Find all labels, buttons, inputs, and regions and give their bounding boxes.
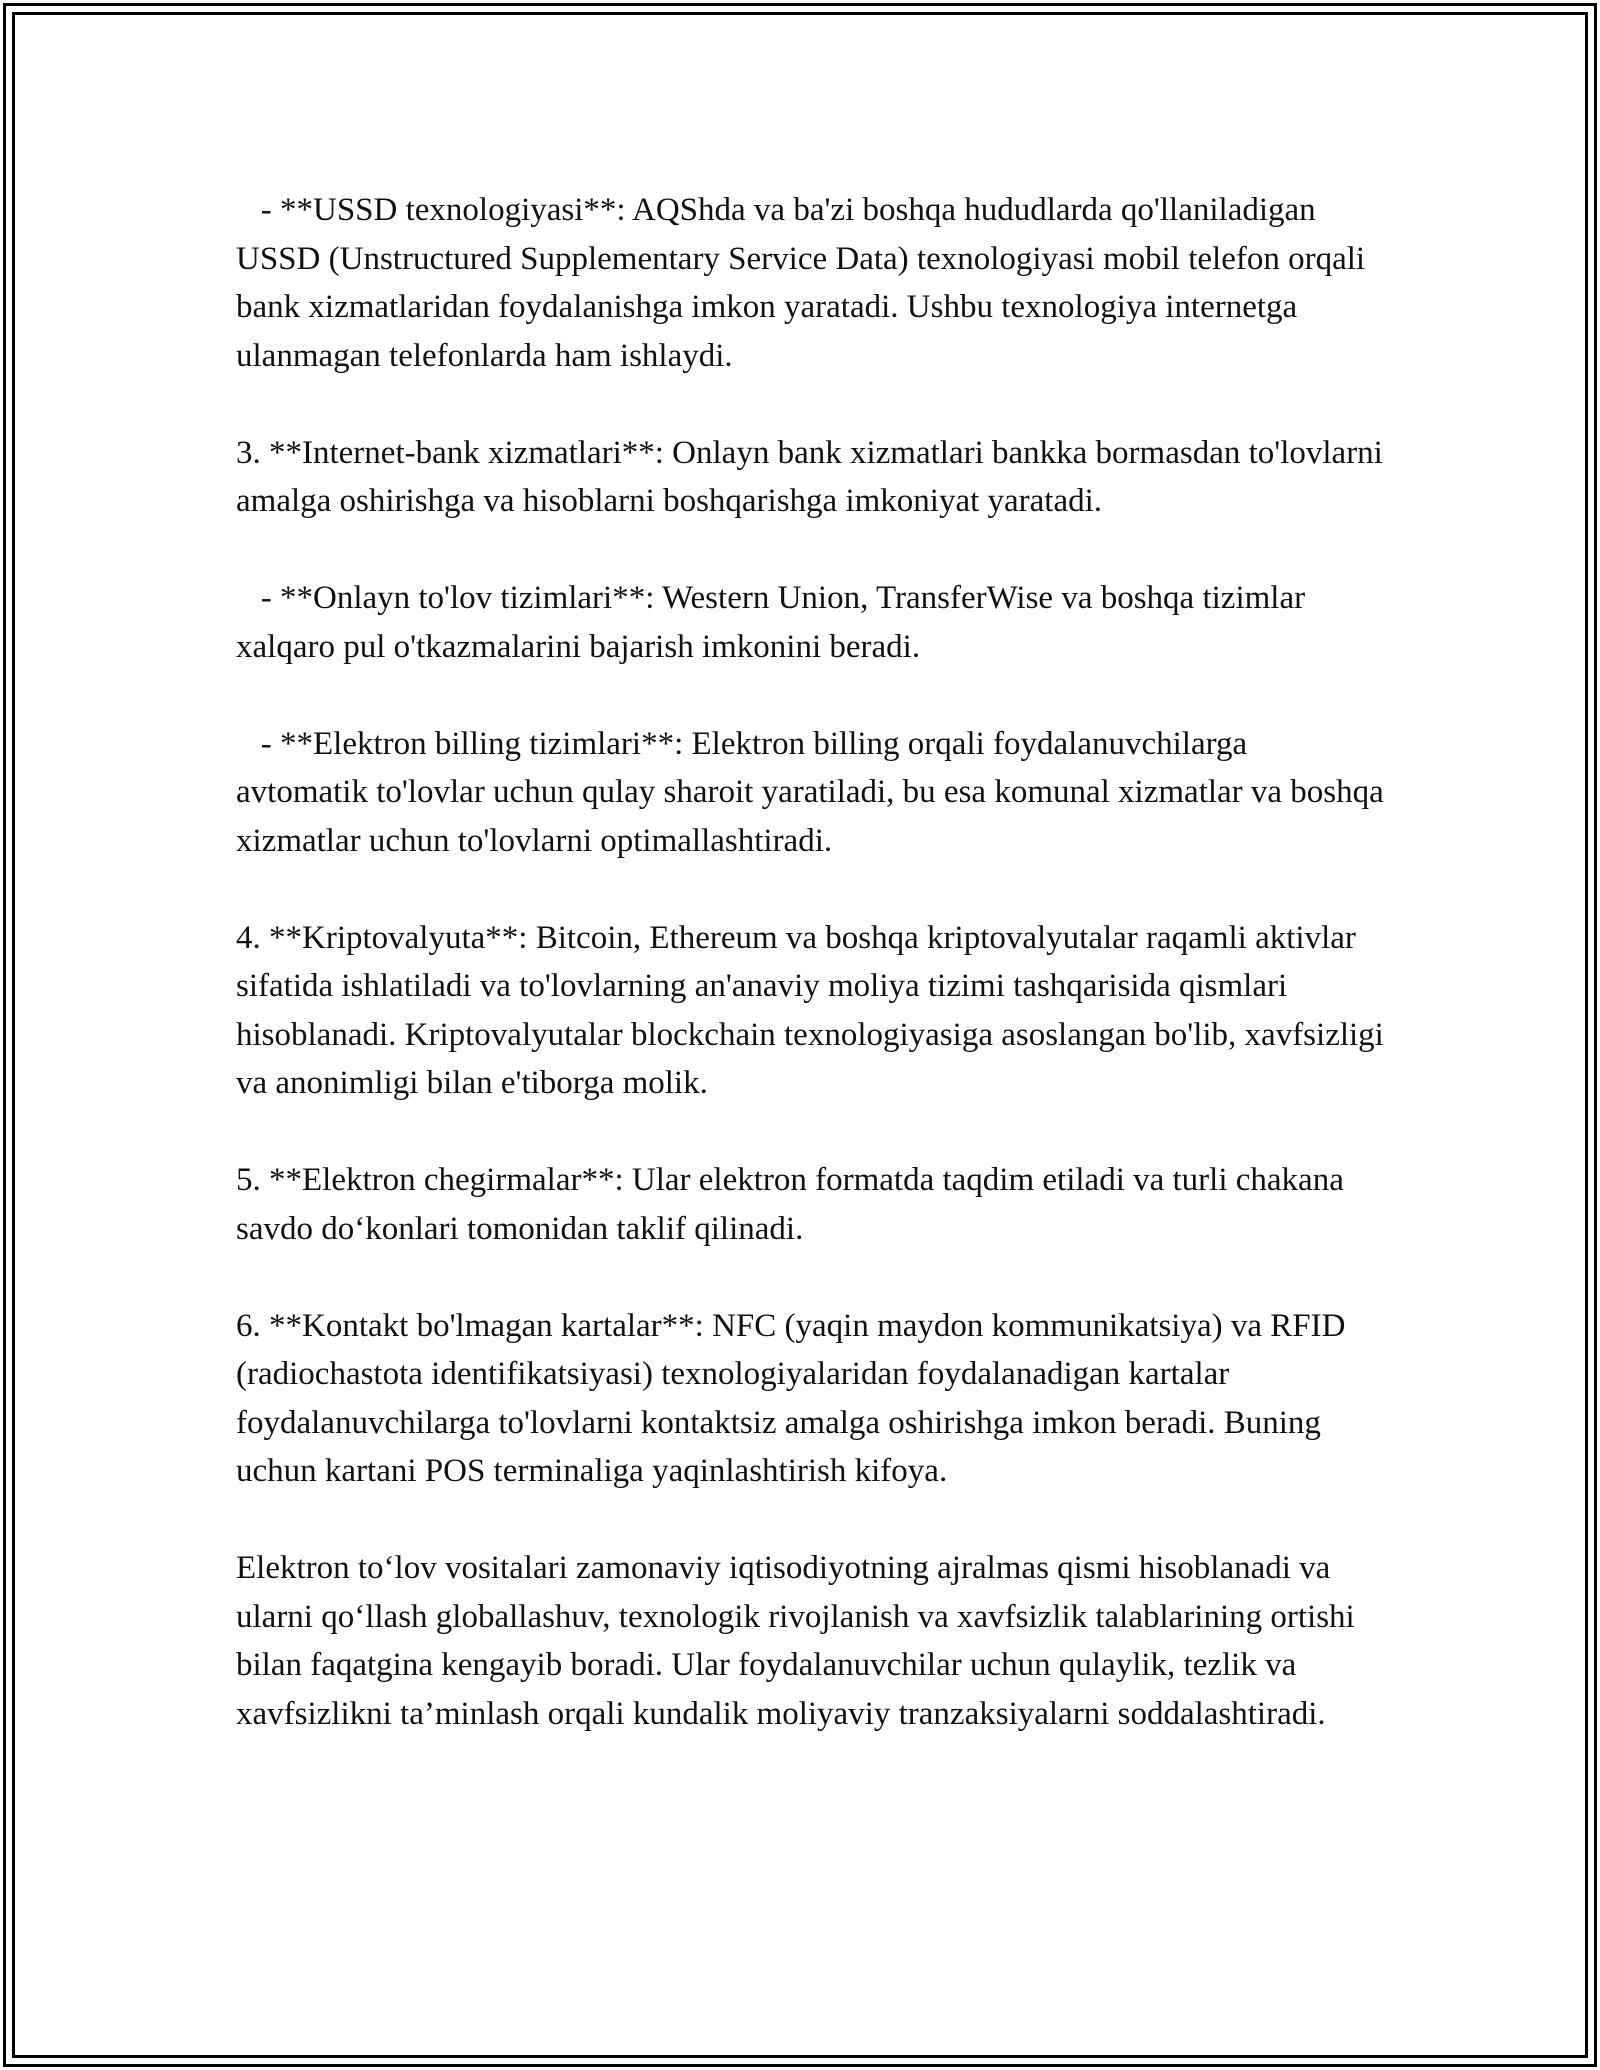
paragraph-cryptocurrency: 4. **Kriptovalyuta**: Bitcoin, Ethereum va boshqa kriptovalyutalar raqamli aktivlar sifatida ishlatiladi va to'lovlarning an'anaviy moliya tizimi tashqarisida qismlari hisoblanadi. Kriptovalyutalar blockchain texnologiyasiga asoslangan bo'lib, xavfsizligi va anonimligi bilan e'tiborga molik. (236, 919, 1393, 1101)
paragraph-internet-bank: 3. **Internet-bank xizmatlari**: Onlayn bank xizmatlari bankka bormasdan to'lovlarni amalga oshirishga va hisoblarni boshqarishga imkoniyat yaratadi. (236, 434, 1392, 519)
paragraph-ussd: - **USSD texnologiyasi**: AQShda va ba'zi boshqa hududlarda qo'llaniladigan USSD (Unstructured Supplementary Service Data) texnologiyasi mobil telefon orqali bank xizmatlaridan foydalanishga imkon yaratadi. Ushbu texnologiya internetga ulanmagan telefonlarda ham ishlaydi. (236, 192, 1374, 374)
paragraph-contactless-cards: 6. **Kontakt bo'lmagan kartalar**: NFC (yaqin maydon kommunikatsiya) va RFID (radiochastota identifikatsiyasi) texnologiyalaridan foydalanadigan kartalar foydalanuvchilarga to'lovlarni kontaktsiz amalga oshirishga imkon beradi. Buning uchun kartani POS terminaliga yaqinlashtirish kifoya. (236, 1307, 1354, 1489)
paragraph-conclusion: Elektron to‘lov vositalari zamonaviy iqtisodiyotning ajralmas qismi hisoblanadi va ularni qo‘llash globallashuv, texnologik rivojlanish va xavfsizlik talablarining ortishi bilan faqatgina kengayib boradi. Ular foydalanuvchilar uchun qulaylik, tezlik va xavfsizlikni ta’minlash orqali kundalik moliyaviy tranzaksiyalarni soddalashtiradi. (236, 1550, 1363, 1732)
paragraph-electronic-discounts: 5. **Elektron chegirmalar**: Ular elektron formatda taqdim etiladi va turli chakana savdo do‘konlari tomonidan taklif qilinadi. (236, 1162, 1353, 1247)
document-body (236, 186, 1393, 1738)
paragraph-online-payment-systems: - **Onlayn to'lov tizimlari**: Western Union, TransferWise va boshqa tizimlar xalqaro pul o'tkazmalarini bajarish imkonini beradi. (236, 580, 1314, 665)
paragraph-electronic-billing: - **Elektron billing tizimlari**: Elektron billing orqali foydalanuvchilarga avtomatik to'lovlar uchun qulay sharoit yaratiladi, bu esa komunal xizmatlar va boshqa xizmatlar uchun to'lovlarni optimallashtiradi. (236, 725, 1393, 859)
